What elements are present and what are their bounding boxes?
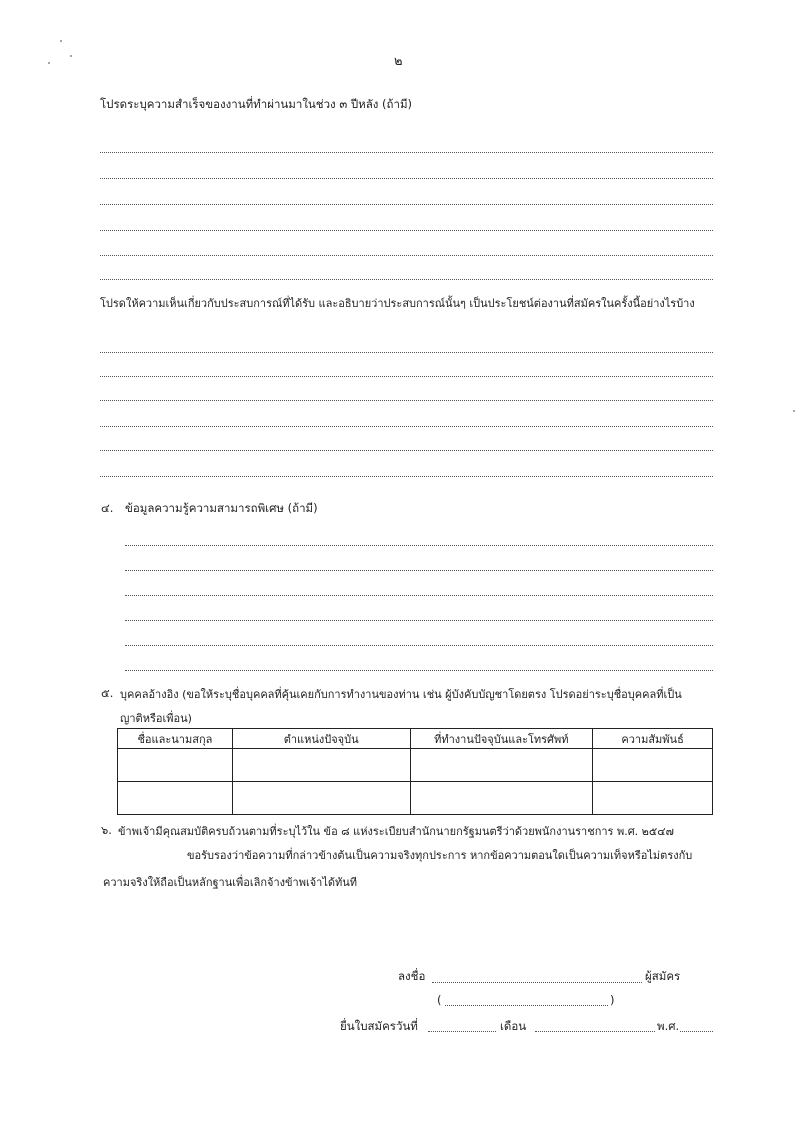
table-cell[interactable]: [232, 782, 410, 815]
dotted-line[interactable]: [100, 230, 713, 231]
dotted-line[interactable]: [100, 450, 713, 451]
dotted-line[interactable]: [100, 255, 713, 256]
dotted-line[interactable]: [125, 670, 713, 671]
date-label: ยื่นใบสมัครวันที่: [340, 1019, 418, 1033]
table-cell[interactable]: [410, 782, 593, 815]
table-row: [118, 749, 713, 782]
table-cell[interactable]: [118, 782, 233, 815]
column-header-relationship: ความสัมพันธ์: [593, 729, 713, 749]
dotted-line[interactable]: [100, 476, 713, 477]
section6-line1: ข้าพเจ้ามีคุณสมบัติครบถ้วนตามที่ระบุไว้ใน ข้อ ๘ แห่งระเบียบสำนักนายกรัฐมนตรีว่าด้วยพนักงานราชการ พ.ศ. ๒๕๔๗: [118, 825, 674, 838]
sign-label: ลงชื่อ: [398, 969, 426, 983]
section4-number: ๔.: [101, 501, 114, 515]
section5-title-cont: ญาติหรือเพื่อน): [120, 712, 192, 725]
column-header-workplace-phone: ที่ทำงานปัจจุบันและโทรศัพท์: [410, 729, 593, 749]
month-label: เดือน: [500, 1019, 527, 1033]
dotted-line[interactable]: [125, 545, 713, 546]
table-cell[interactable]: [118, 749, 233, 782]
dotted-line[interactable]: [125, 595, 713, 596]
dotted-line[interactable]: [100, 152, 713, 153]
dotted-line[interactable]: [100, 426, 713, 427]
section6-number: ๖.: [101, 823, 112, 837]
day-field[interactable]: [428, 1031, 496, 1032]
section6-line2: ขอรับรองว่าข้อความที่กล่าวข้างต้นเป็นความจริงทุกประการ หากข้อความตอนใดเป็นความเท็จหรือไม่ตรงกับ: [187, 849, 693, 862]
page-number: ๒: [394, 54, 403, 69]
signature-field[interactable]: [432, 982, 642, 983]
dotted-line[interactable]: [100, 400, 713, 401]
printed-name-field[interactable]: [445, 1005, 608, 1006]
column-header-position: ตำแหน่งปัจจุบัน: [232, 729, 410, 749]
sign-suffix: ผู้สมัคร: [645, 969, 681, 983]
dotted-line[interactable]: [125, 645, 713, 646]
table-cell[interactable]: [410, 749, 593, 782]
month-field[interactable]: [535, 1031, 655, 1032]
dotted-line[interactable]: [100, 352, 713, 353]
section5-title: บุคคลอ้างอิง (ขอให้ระบุชื่อบุคคลที่คุ้นเคยกับการทำงานของท่าน เช่น ผู้บังคับบัญชาโดยตรง โปรดอย่าระบุชื่อบุคคลที่เป็น: [120, 688, 682, 701]
year-field[interactable]: [680, 1031, 713, 1032]
section4-title: ข้อมูลความรู้ความสามารถพิเศษ (ถ้ามี): [125, 501, 318, 515]
name-close-paren: ): [610, 993, 615, 1007]
table-row: [118, 782, 713, 815]
year-label: พ.ศ.: [657, 1019, 680, 1033]
experience-prompt: โปรดให้ความเห็นเกี่ยวกับประสบการณ์ที่ได้รับ และอธิบายว่าประสบการณ์นั้นๆ เป็นประโยชน์ต่องานที่สมัครในครั้งนี้อย่างไรบ้าง: [100, 297, 695, 310]
dotted-line[interactable]: [100, 204, 713, 205]
name-open-paren: (: [437, 993, 442, 1007]
table-header-row: [118, 729, 713, 749]
section6-line3: ความจริงให้ถือเป็นหลักฐานเพื่อเลิกจ้างข้าพเจ้าได้ทันที: [103, 876, 358, 889]
table-cell[interactable]: [593, 749, 713, 782]
table-cell[interactable]: [232, 749, 410, 782]
achievements-prompt: โปรดระบุความสำเร็จของงานที่ทำผ่านมาในช่วง ๓ ปีหลัง (ถ้ามี): [100, 97, 413, 111]
dotted-line[interactable]: [100, 376, 713, 377]
section5-number: ๕.: [101, 686, 114, 700]
dotted-line[interactable]: [100, 178, 713, 179]
dotted-line[interactable]: [125, 570, 713, 571]
references-table: [117, 728, 713, 815]
table-cell[interactable]: [593, 782, 713, 815]
dotted-line[interactable]: [100, 279, 713, 280]
column-header-name: ชื่อและนามสกุล: [118, 729, 233, 749]
dotted-line[interactable]: [125, 620, 713, 621]
